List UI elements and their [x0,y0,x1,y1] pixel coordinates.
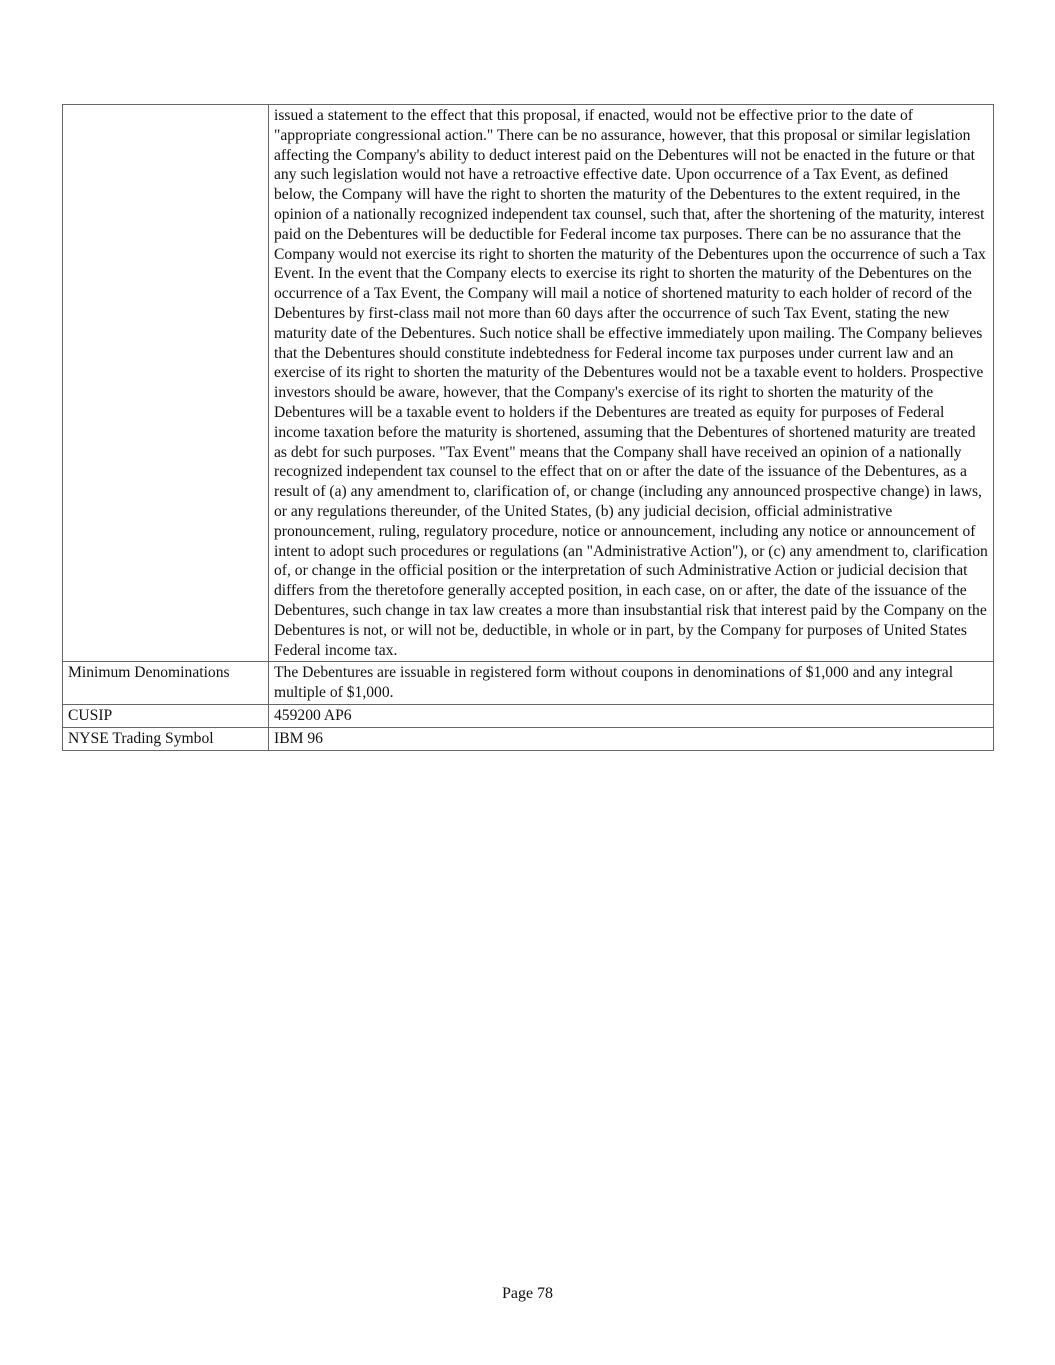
page-number: Page 78 [501,1285,554,1302]
row-label [63,105,269,662]
cusip-value: 459200 AP6 [269,704,994,727]
table-row [63,704,994,727]
trading-symbol-value: IBM 96 [269,727,994,750]
row-label: NYSE Trading Symbol [63,727,269,750]
tax-event-description: issued a statement to the effect that this proposal, if enacted, would not be effective prior to the date of "appropriate congressional action." There can be no assurance, however, that this proposal or similar legislation affecting the Company's ability to deduct interest paid on the Debentures will not be enacted in the future or that any such legislation would not have a retroactive effective date. Upon occurrence of a Tax Event, as defined below, the Company will have the right to shorten the maturity of the Debentures to the extent required, in the opinion of a nationally recognized independent tax counsel, such that, after the shortening of the maturity, interest paid on the Debentures will be deductible for Federal income tax purposes. There can be no assurance that the Company would not exercise its right to shorten the maturity of the Debentures upon the occurrence of such a Tax Event. In the event that the Company elects to exercise its right to shorten the maturity of the Debentures on the occurrence of a Tax Event, the Company will mail a notice of shortened maturity to each holder of record of the Debentures by first-class mail not more than 60 days after the occurrence of such Tax Event, stating the new maturity date of the Debentures. Such notice shall be effective immediately upon mailing. The Company believes that the Debentures should constitute indebtedness for Federal income tax purposes under current law and an exercise of its right to shorten the maturity of the Debentures would not be a taxable event to holders. Prospective investors should be aware, however, that the Company's exercise of its right to shorten the maturity of the Debentures will be a taxable event to holders if the Debentures are treated as equity for purposes of Federal income taxation before the maturity is shortened, assuming that the Debentures of shortened maturity are treated as debt for such purposes. "Tax Event" means that the Company shall have received an opinion of a nationally recognized independent tax counsel to the effect that on or after the date of the issuance of the Debentures, as a result of (a) any amendment to, clarification of, or change (including any announced prospective change) in laws, or any regulations thereunder, of the United States, (b) any judicial decision, official administrative pronouncement, ruling, regulatory procedure, notice or announcement, including any notice or announcement of intent to adopt such procedures or regulations (an "Administrative Action"), or (c) any amendment to, clarification of, or change in the official position or the interpretation of such Administrative Action or judicial decision that differs from the theretofore generally accepted position, in each case, on or after, the date of the issuance of the Debentures, such change in tax law creates a more than insubstantial risk that interest paid by the Company on the Debentures is not, or will not be, deductible, in whole or in part, by the Company for purposes of United States Federal income tax. [269,105,994,662]
row-label: CUSIP [63,704,269,727]
table-row [63,105,994,662]
row-label: Minimum Denominations [63,662,269,705]
terms-table [62,104,994,751]
table-row [63,662,994,705]
minimum-denominations-value: The Debentures are issuable in registered form without coupons in denominations of $1,000 and any integral multiple of $1,000. [269,662,994,705]
table-row [63,727,994,750]
